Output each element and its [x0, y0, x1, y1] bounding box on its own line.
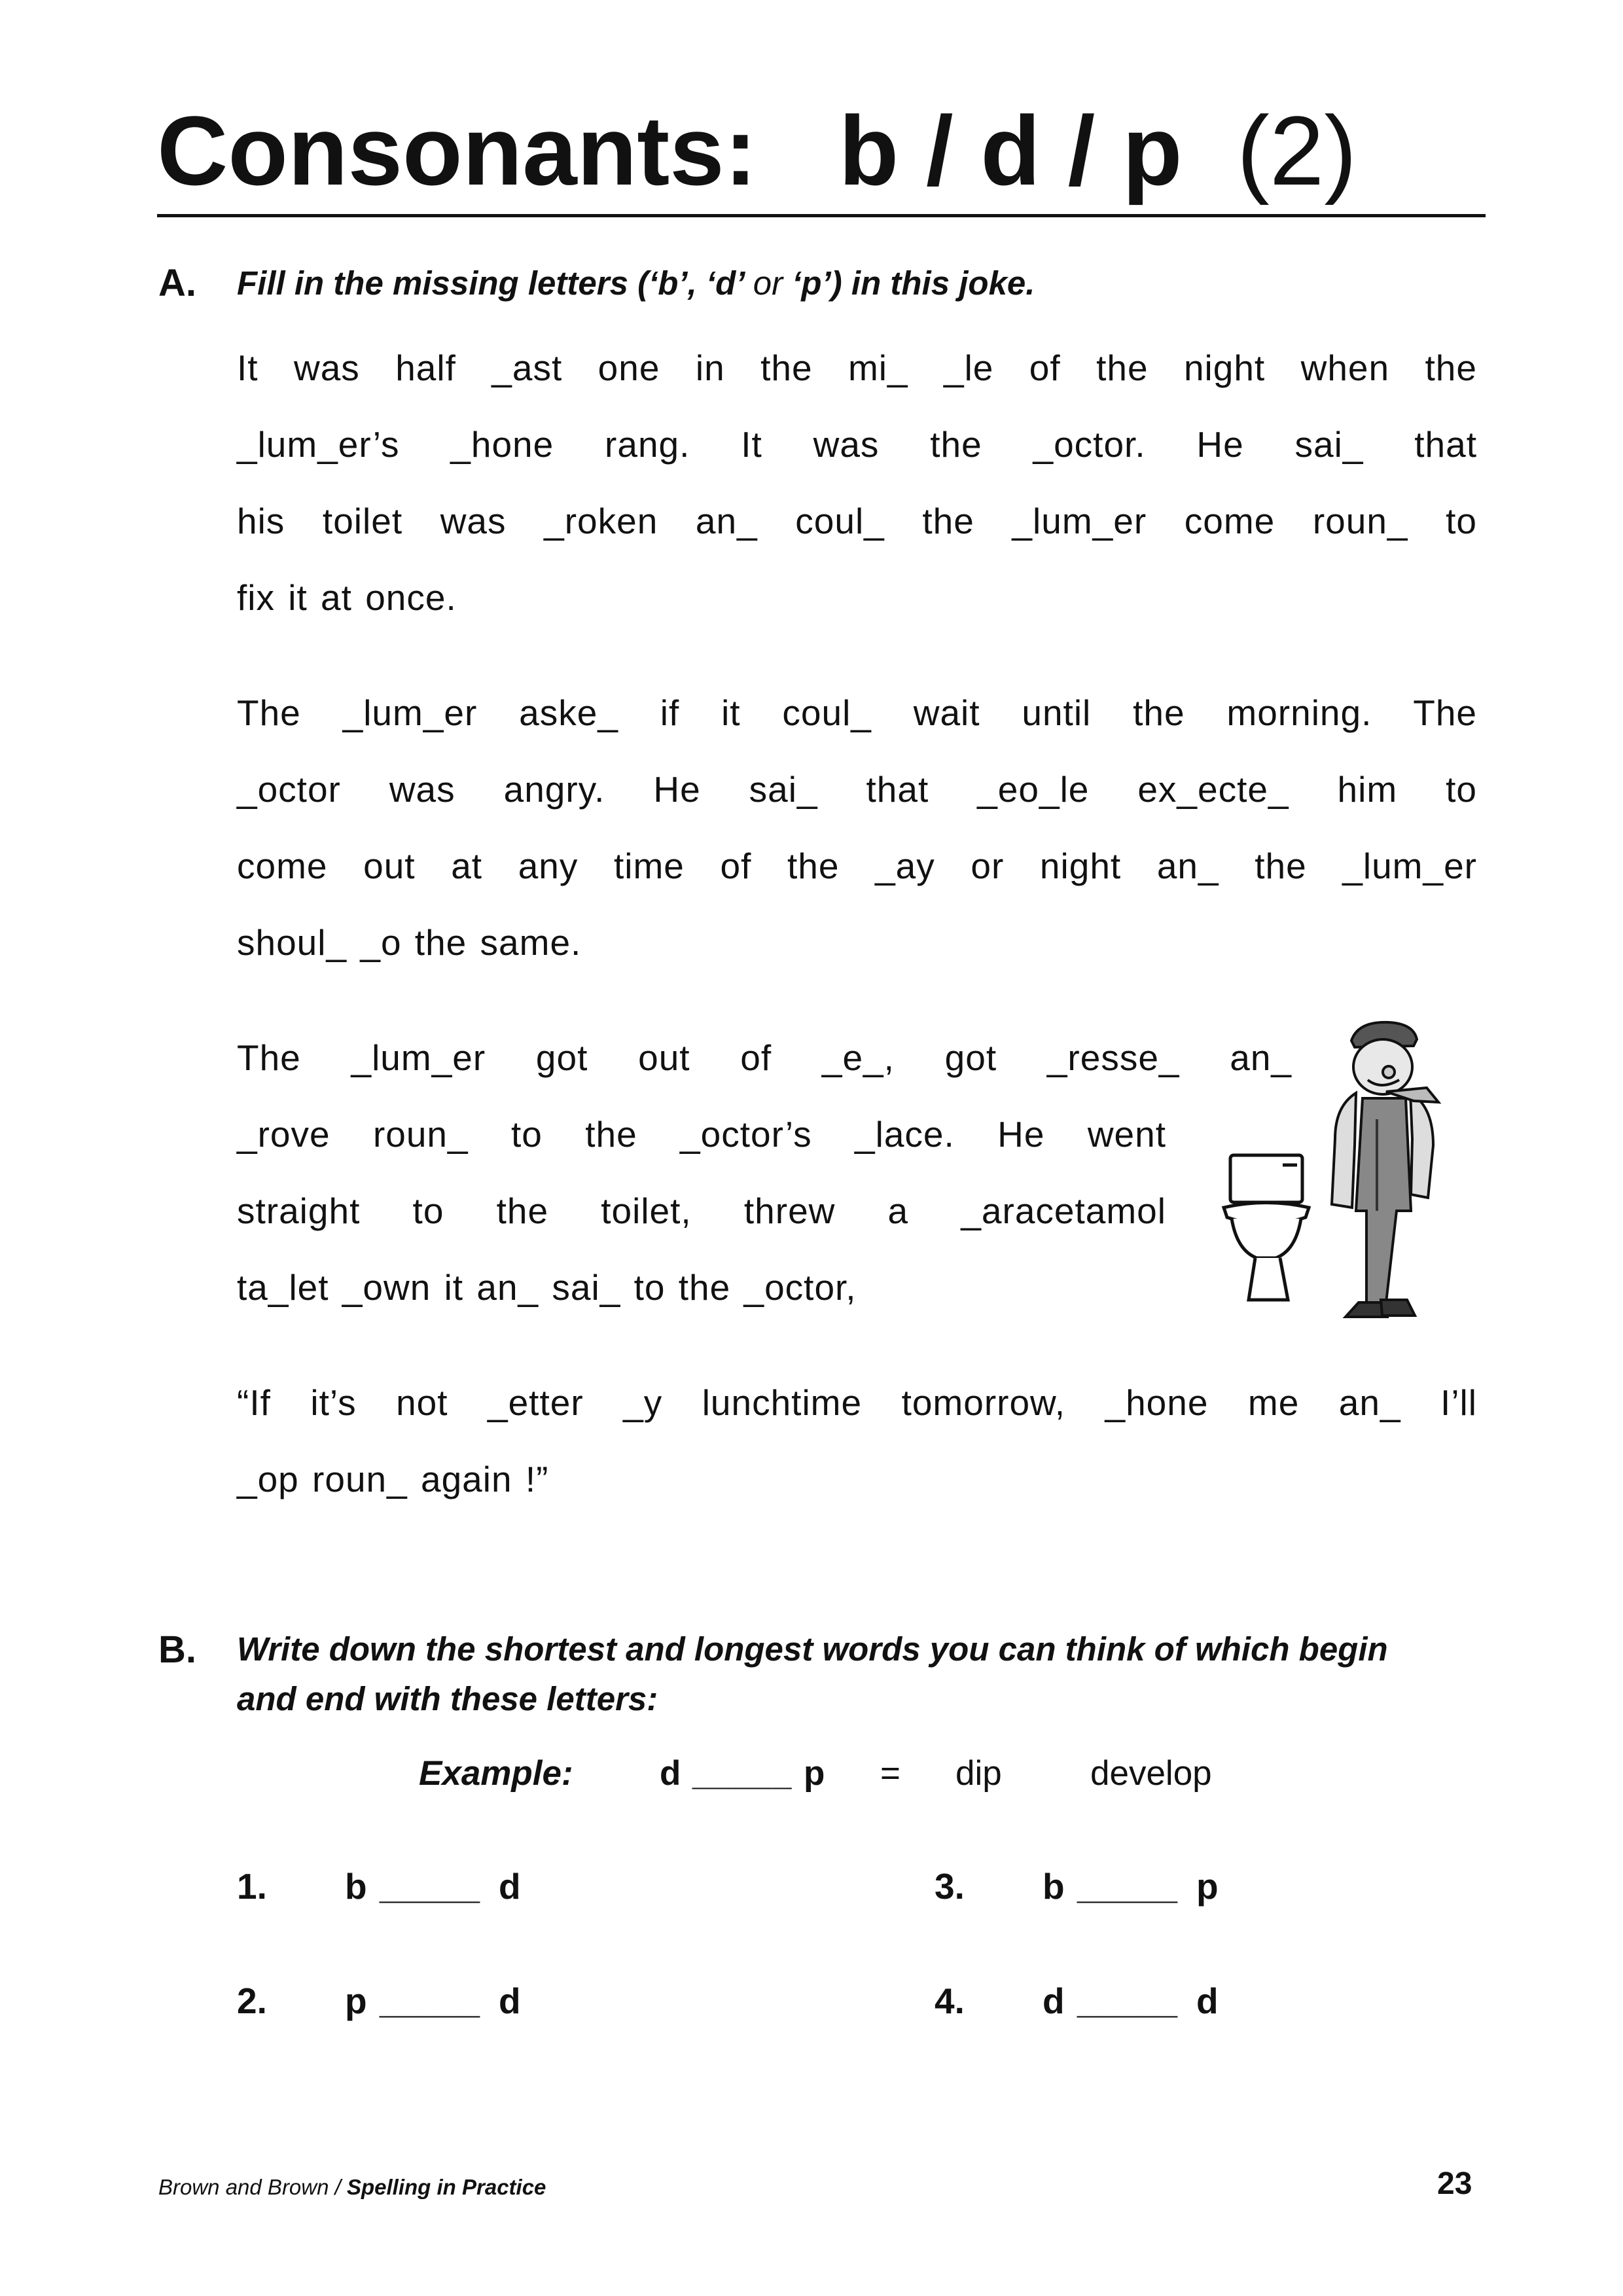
joke-line: straight to the toilet, threw a _aracetamol: [237, 1191, 1166, 1231]
joke-line: _lum_er’s _hone rang. It was the _octor. He sai_ that: [237, 424, 1477, 465]
item-start-letter: d: [1043, 1981, 1065, 2021]
instruction-letter-b: ‘b’,: [649, 264, 706, 302]
section-b-instruction: [237, 1624, 1487, 1724]
example-equals: =: [880, 1754, 901, 1793]
joke-line: ta_let _own it an_ sai_ to the _octor,: [237, 1267, 857, 1308]
toilet-icon: [1224, 1155, 1309, 1300]
joke-line: The _lum_er aske_ if it coul_ wait until the morning. The: [237, 692, 1477, 733]
section-b-instruction-line1: Write down the shortest and longest words you can think of which begin: [237, 1630, 1388, 1668]
item-start-letter: p: [345, 1981, 367, 2021]
section-b-label: B.: [158, 1628, 196, 1671]
section-a-instruction: [237, 259, 1035, 308]
item-number: 3.: [935, 1866, 965, 1907]
item-end-letter: d: [499, 1866, 521, 1907]
example-long-word: develop: [1090, 1754, 1212, 1793]
instruction-or: or: [753, 264, 793, 302]
item-number: 2.: [237, 1981, 267, 2021]
item-blank[interactable]: _____: [380, 1981, 480, 2021]
instruction-lead: Fill in the missing letters (: [237, 264, 649, 302]
item-blank[interactable]: _____: [1077, 1866, 1177, 1907]
item-end-letter: d: [499, 1981, 521, 2021]
example-label: Example:: [419, 1754, 573, 1793]
footer-credit: [158, 2174, 546, 2200]
item-number: 1.: [237, 1866, 267, 1907]
joke-line: _rove roun_ to the _octor’s _lace. He went: [237, 1114, 1166, 1155]
example-blank: _____: [692, 1754, 793, 1793]
item-blank[interactable]: _____: [380, 1866, 480, 1907]
item-number: 4.: [935, 1981, 965, 2021]
joke-line: _octor was angry. He sai_ that _eo_le ex_ecte_ him to: [237, 769, 1477, 810]
page-number: 23: [1437, 2166, 1472, 2201]
plumber-figure: [1332, 1022, 1438, 1317]
page-title: [157, 96, 1486, 206]
item-start-letter: b: [345, 1866, 367, 1907]
instruction-letter-d: ‘d’: [705, 264, 753, 302]
example-start-letter: d: [660, 1754, 681, 1793]
footer-authors: Brown and Brown /: [158, 2175, 347, 2199]
joke-line: come out at any time of the _ay or night an_ the _lum_er: [237, 846, 1477, 886]
example-end-letter: p: [804, 1754, 825, 1793]
title-main: Consonants: b / d / p: [157, 96, 1183, 206]
example-row: [0, 1748, 1623, 1800]
plumber-with-toilet-icon: [1217, 1014, 1486, 1322]
title-number: (2): [1236, 96, 1357, 206]
instruction-letter-p: ‘p’) in this joke.: [792, 264, 1035, 302]
joke-line: his toilet was _roken an_ coul_ the _lum_er come roun_ to: [237, 501, 1477, 541]
joke-line: shoul_ _o the same.: [237, 922, 582, 963]
joke-line: _op roun_ again !”: [237, 1459, 549, 1499]
section-a-label: A.: [158, 262, 196, 304]
item-end-letter: d: [1196, 1981, 1219, 2021]
title-underline: [157, 214, 1486, 217]
joke-line: The _lum_er got out of _e_, got _resse_ an_: [237, 1037, 1292, 1078]
joke-line: It was half _ast one in the mi_ _le of the night when the: [237, 348, 1477, 388]
footer-book-title: Spelling in Practice: [346, 2175, 546, 2199]
item-blank[interactable]: _____: [1077, 1981, 1177, 2021]
example-short-word: dip: [955, 1754, 1002, 1793]
joke-line: “If it’s not _etter _y lunchtime tomorrow, _hone me an_ I’ll: [237, 1382, 1477, 1423]
item-start-letter: b: [1043, 1866, 1065, 1907]
section-b-instruction-line2: and end with these letters:: [237, 1680, 658, 1717]
item-end-letter: p: [1196, 1866, 1219, 1907]
joke-line: fix it at once.: [237, 577, 457, 618]
